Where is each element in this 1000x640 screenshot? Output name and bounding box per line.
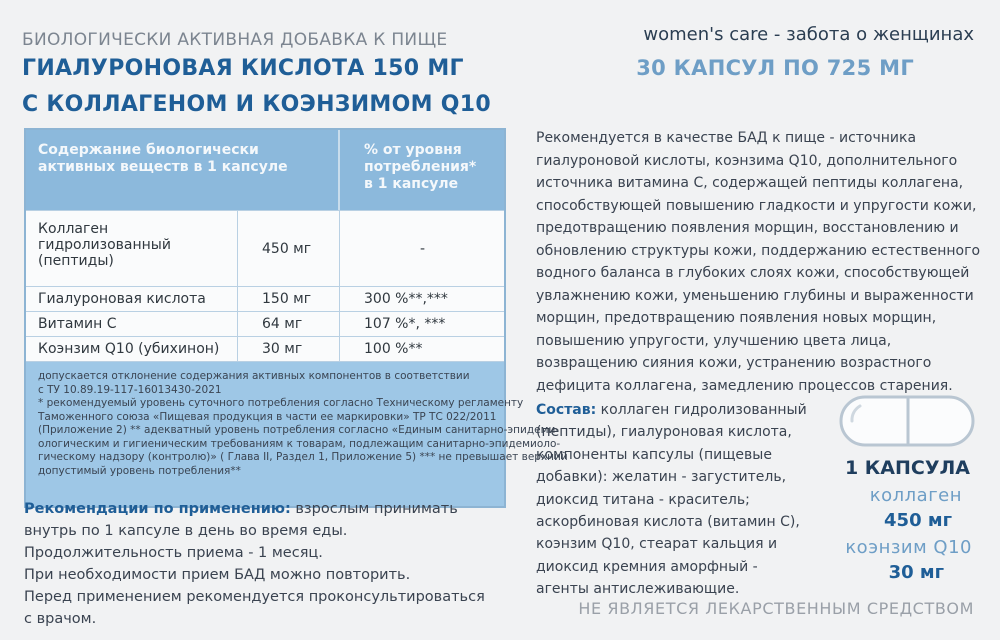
table-row xyxy=(26,311,504,336)
brand-slogan: women's care - забота о женщинах xyxy=(643,24,974,45)
collagen-value: 450 мг xyxy=(884,510,952,531)
ingredient-percent: 107 %*, *** xyxy=(364,316,446,332)
ingredient-amount: 30 мг xyxy=(238,337,340,361)
table-footnotes: допускается отклонение содержания активных компонентов в соответствии с ТУ 10.89.19-117-16013430-2021 * рекомендуемый уровень суточного потребления согласно Техническому регламенту Таможенного союза «Пищевая продукция в части ее маркировки» ТР ТС 022/2011 (Приложение 2) ** адекватный уровень потребления согласно «Единым санитарно-эпидеми- ологическим и гигиеническим требованиям к товарам, подлежащим санитарно-эпидемиоло- гическому надзору (контролю)» ( Глава II, Раздел 1, Приложение 5) *** не превышает верхний допустимый уровень потребления** xyxy=(26,361,504,506)
header-content: Содержание биологически активных веществ в 1 капсуле xyxy=(26,130,340,210)
not-drug-notice: НЕ ЯВЛЯЕТСЯ ЛЕКАРСТВЕННЫМ СРЕДСТВОМ xyxy=(578,599,974,618)
coq10-label: коэнзим Q10 xyxy=(845,537,972,558)
product-category: БИОЛОГИЧЕСКИ АКТИВНАЯ ДОБАВКА К ПИЩЕ xyxy=(22,30,448,50)
ingredient-percent: - xyxy=(420,240,426,257)
usage-recommendations: Рекомендации по применению: взрослым принимать внутрь по 1 капсуле в день во время еды. Продолжительность приема - 1 месяц. При необходимости прием БАД можно повторить. Перед применением рекомендуется проконсультироваться с врачом. xyxy=(24,501,485,627)
table-row xyxy=(26,286,504,311)
collagen-label: коллаген xyxy=(869,485,962,506)
ingredient-amount: 150 мг xyxy=(238,287,340,311)
product-description: Рекомендуется в качестве БАД к пище - источника гиалуроновой кислоты, коэнзима Q10, дополнительного источника витамина С, содержащей пептиды коллагена, способствующей повышению гладкости и упругости кожи, предотвращению появления морщин, восстановлению и обновлению структуры кожи, поддержанию естественного водного баланса в глубоких слоях кожи, способствующей увлажнению кожи, уменьшению глубины и выраженности морщин, предотвращению появления новых морщин, повышению упругости, улучшению цвета лица, возвращению сияния кожи, устранению возрастного дефицита коллагена, замедлению процессов старения. xyxy=(536,130,981,394)
ingredient-percent: 300 %**,*** xyxy=(364,291,448,307)
ingredient-name: Коэнзим Q10 (убихинон) xyxy=(26,337,238,361)
table-header xyxy=(26,130,504,210)
capsule-info-title: 1 КАПСУЛА xyxy=(844,457,970,479)
composition-label: Состав: xyxy=(536,402,597,418)
capsule-count: 30 КАПСУЛ ПО 725 МГ xyxy=(636,56,914,80)
table-row xyxy=(26,210,504,286)
header-percent: % от уровня потребления* в 1 капсуле xyxy=(364,142,477,192)
ingredient-name: Коллаген гидролизованный (пептиды) xyxy=(26,211,238,286)
ingredient-name: Гиалуроновая кислота xyxy=(26,287,238,311)
composition: Состав: коллаген гидролизованный (пептиды), гиалуроновая кислота, компоненты капсулы (пищевые добавки): желатин - загуститель, диоксид титана - краситель; аскорбиновая кислота (витамин С), коэнзим Q10, стеарат кальция и диоксид кремния аморфный - агенты антислеживающие. xyxy=(536,402,807,598)
coq10-value: 30 мг xyxy=(888,562,944,583)
usage-label: Рекомендации по применению: xyxy=(24,501,291,517)
table-row xyxy=(26,336,504,361)
ingredient-name: Витамин С xyxy=(26,312,238,336)
product-title-line1: ГИАЛУРОНОВАЯ КИСЛОТА 150 МГ xyxy=(22,56,464,81)
ingredient-amount: 64 мг xyxy=(238,312,340,336)
ingredient-amount: 450 мг xyxy=(238,211,340,286)
capsule-icon xyxy=(838,394,976,448)
product-title-line2: С КОЛЛАГЕНОМ И КОЭНЗИМОМ Q10 xyxy=(22,92,491,117)
ingredient-percent: 100 %** xyxy=(364,341,423,357)
